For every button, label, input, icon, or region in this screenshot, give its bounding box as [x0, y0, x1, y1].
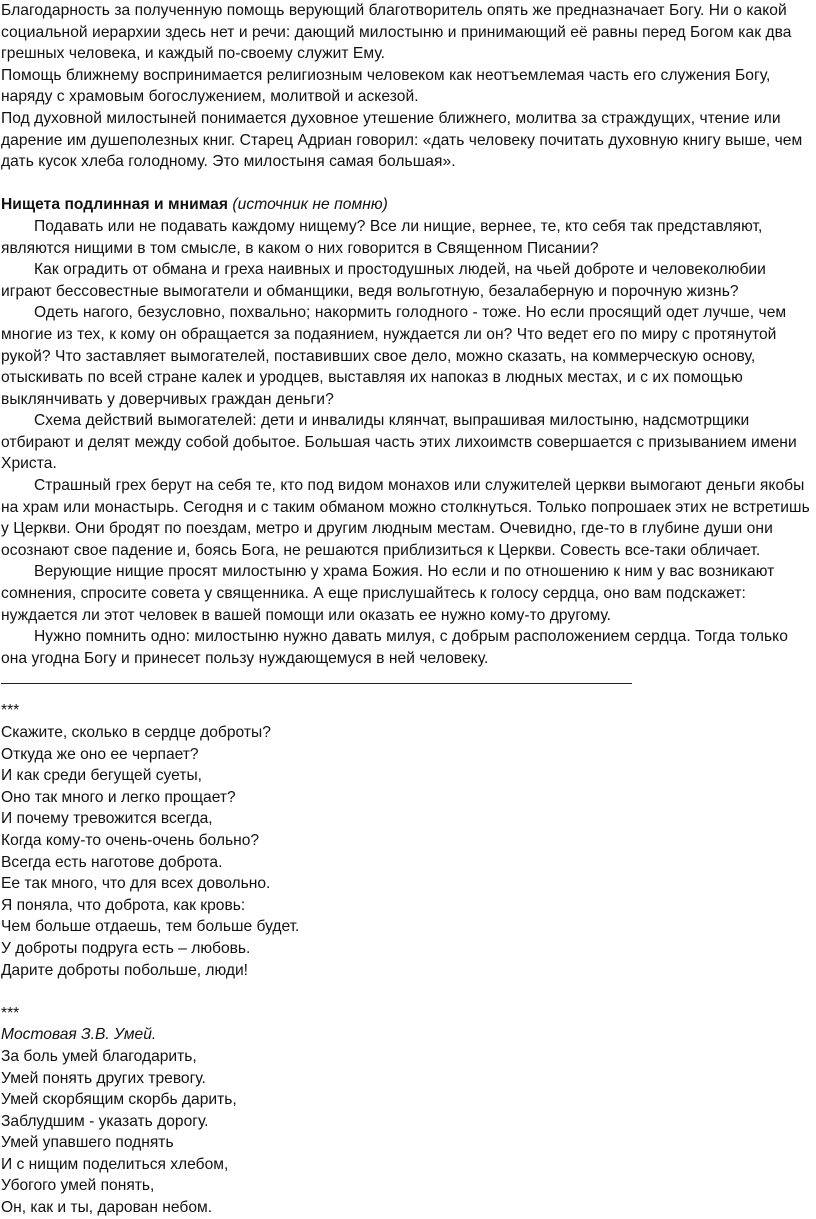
poem2-line: Умей упавшего поднять — [1, 1134, 174, 1152]
poem1-line: Ее так много, что для всех довольно. — [1, 875, 271, 893]
poem2-line: Умей понять других тревогу. — [1, 1069, 206, 1087]
section-paragraph-6: Верующие нищие просят милостыню у храма Божия. Но если и по отношению к ним у вас возникают сомнения, спросите совета у священника. А еще прислушайтесь к голосу сердца, оно вам подскажет: нуждается ли этот человек в вашей помощи или оказать ее нужно кому-то другому. — [1, 563, 775, 624]
poem2-line: Он, как и ты, дарован небом. — [1, 1199, 213, 1217]
poem1-line: Оно так много и легко прощает? — [1, 788, 236, 806]
poem1-line: Всегда есть наготове доброта. — [1, 853, 223, 871]
poem1-line: Чем больше отдаешь, тем больше будет. — [1, 918, 300, 936]
poem1-line: И как среди бегущей суеты, — [1, 767, 203, 785]
poem1-line: Когда кому-то очень-очень больно? — [1, 831, 260, 849]
poem2-author-title: Мостовая З.В. Умей. — [1, 1026, 157, 1044]
poem2-separator: *** — [1, 1004, 20, 1022]
intro-paragraph-1: Благодарность за полученную помощь верующий благотворитель опять же предназначает Богу. Ни о какой социальной иерархии здесь нет и речи: дающий милостыню и принимающий её равны перед Богом как два грешных человека, и каждый по-своему служит Ему. — [1, 2, 792, 63]
intro-paragraph-2: Помощь ближнему воспринимается религиозным человеком как неотъемлемая часть его служения Богу, наряду с храмовым богослужением, молитвой и аскезой. — [1, 66, 771, 106]
poem2 — [1, 1024, 810, 1218]
intro-paragraph-3: Под духовной милостыней понимается духовное утешение ближнего, молитва за страждущих, чтение или дарение им душеполезных книг. Старец Адриан говорил: «дать человеку почитать духовную книгу выше, чем дать кусок хлеба голодному. Это милостыня самая большая». — [1, 109, 803, 171]
section-title: Нищета подлинная и мнимая — [1, 196, 228, 214]
section-paragraph-7: Нужно помнить одно: милостыню нужно давать милуя, с добрым расположением сердца. Тогда только она угодна Богу и принесет пользу нуждающемуся в ней человеку. — [1, 628, 788, 667]
poem1-line: У доброты подруга есть – любовь. — [1, 939, 251, 957]
poem1-line: Скажите, сколько в сердце доброты? — [1, 724, 271, 741]
section-source-note: (источник не помню) — [232, 196, 388, 214]
section-paragraph-4: Схема действий вымогателей: дети и инвалиды клянчат, выпрашивая милостыню, надсмотрщики отбирают и делят между собой добытое. Большая часть этих лихоимств совершается с призыванием имени Христа. — [1, 412, 797, 473]
section-paragraph-5: Страшный грех берут на себя те, кто под видом монахов или служителей церкви вымогают деньги якобы на храм или монастырь. Сегодня и с таким обманом можно столкнуться. Только попрошаек этих не встретишь у Церкви. Они бродят по поездам, метро и другим людным местам. Очевидно, где-то в глубине души они осознают свое падение и, боясь Бога, не решаются приблизиться к Церкви. Совесть все-таки обличает. — [1, 477, 810, 559]
section-heading — [1, 194, 810, 216]
poem2-line: Убогого умей понять, — [1, 1177, 155, 1195]
blank-line — [1, 981, 810, 1003]
section-paragraph-3: Одеть нагого, безусловно, похвально; накормить голодного - тоже. Но если просящий одет лучше, чем многие из тех, к кому он обращается за подаянием, нуждается ли он? Что ведет его по миру с протянутой рукой? Что заставляет вымогателей, поставивших свое дело, можно сказать, на коммерческую основу, отыскивать по всей стране калек и уродцев, выставляя их напоказ в людных местах, и с их помощью выклянчивать у доверчивых граждан деньги? — [1, 304, 787, 408]
horizontal-divider — [1, 683, 632, 684]
poem2-line: И с нищим поделиться хлебом, — [1, 1155, 229, 1173]
section-paragraph-2: Как оградить от обмана и греха наивных и простодушных людей, на чьей доброте и человеколюбии играют бессовестные вымогатели и обманщики, ведя вольготную, безалаберную и порочную жизнь? — [1, 261, 766, 300]
poem1 — [1, 722, 810, 981]
poem2-line: Заблудшим - указать дорогу. — [1, 1112, 209, 1130]
poem1-line: И почему тревожится всегда, — [1, 810, 213, 828]
poem1-line: Откуда же оно ее черпает? — [1, 745, 199, 763]
poem1-line: Я поняла, что доброта, как кровь: — [1, 896, 246, 914]
poem1-separator: *** — [1, 702, 20, 720]
poem1-line: Дарите доброты побольше, люди! — [1, 961, 249, 979]
poem2-line: За боль умей благодарить, — [1, 1047, 197, 1065]
poem2-line: Умей скорбящим скорбь дарить, — [1, 1091, 237, 1109]
section-paragraph-1: Подавать или не подавать каждому нищему? Все ли нищие, вернее, те, кто себя так представляют, являются нищими в том смысле, в каком о них говорится в Священном Писании? — [1, 217, 763, 257]
